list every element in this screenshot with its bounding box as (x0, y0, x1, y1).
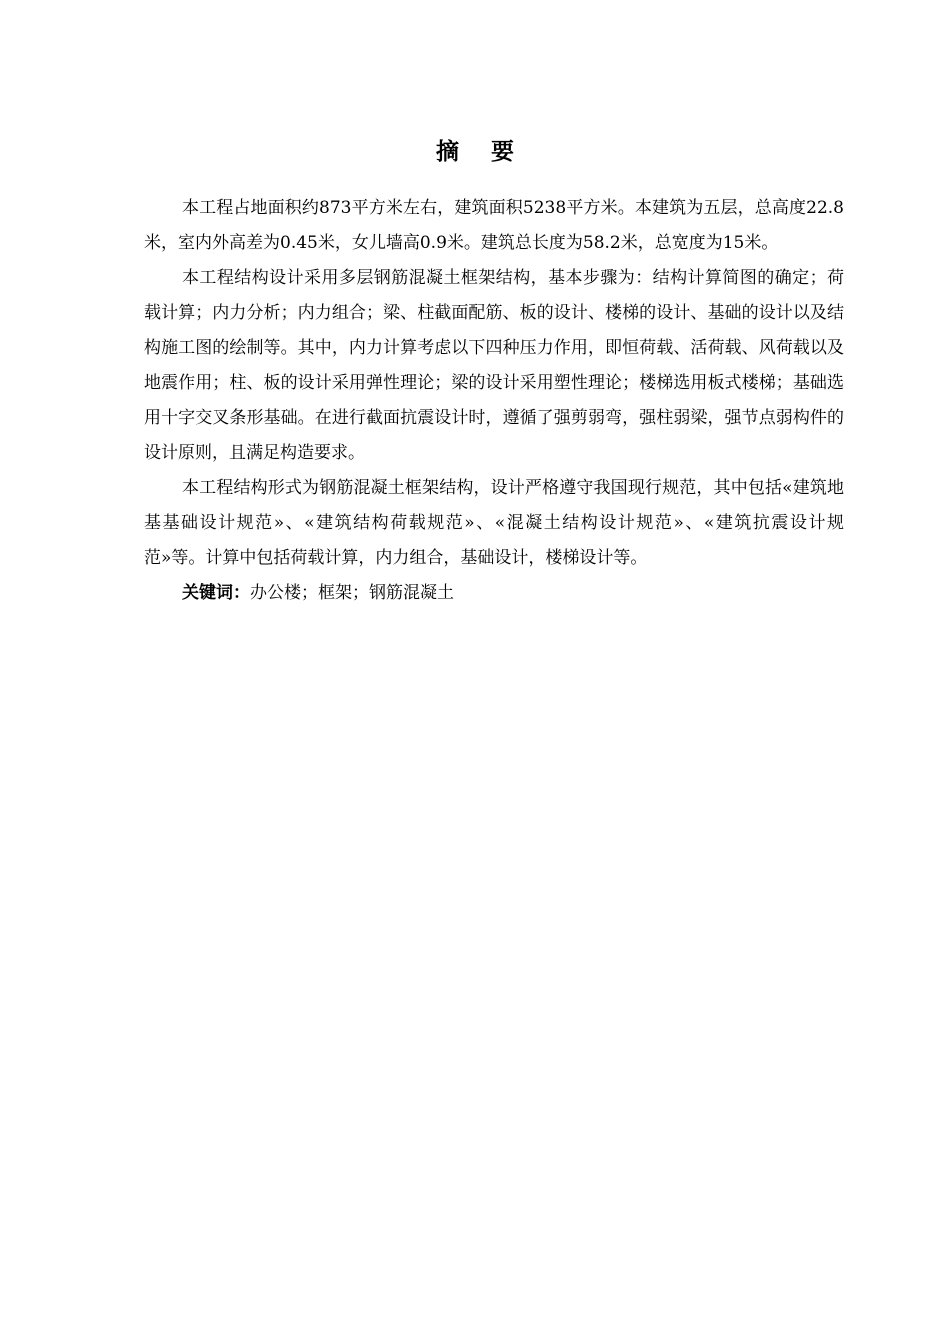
keywords-line (144, 576, 844, 611)
abstract-paragraph-3: 本工程结构形式为钢筋混凝土框架结构，设计严格遵守我国现行规范，其中包括«建筑地基基础设计规范»、«建筑结构荷载规范»、«混凝土结构设计规范»、«建筑抗震设计规范»等。计算中包括荷载计算，内力组合，基础设计，楼梯设计等。 (144, 478, 844, 568)
keywords-label: 关键词： (182, 583, 250, 603)
abstract-paragraph-2: 本工程结构设计采用多层钢筋混凝土框架结构，基本步骤为：结构计算简图的确定；荷载计算；内力分析；内力组合；梁、柱截面配筋、板的设计、楼梯的设计、基础的设计以及结构施工图的绘制等。其中，内力计算考虑以下四种压力作用，即恒荷载、活荷载、风荷载以及地震作用；柱、板的设计采用弹性理论；梁的设计采用塑性理论；楼梯选用板式楼梯；基础选用十字交叉条形基础。在进行截面抗震设计时，遵循了强剪弱弯，强柱弱梁，强节点弱构件的设计原则，且满足构造要求。 (144, 268, 844, 463)
page-title: 摘 要 (435, 139, 526, 165)
keywords-value: 办公楼；框架；钢筋混凝土 (250, 583, 454, 603)
abstract-paragraph-1: 本工程占地面积约873平方米左右，建筑面积5238平方米。本建筑为五层，总高度22.8米，室内外高差为0.45米，女儿墙高0.9米。建筑总长度为58.2米，总宽度为15米。 (144, 198, 844, 253)
abstract-body (144, 191, 844, 611)
